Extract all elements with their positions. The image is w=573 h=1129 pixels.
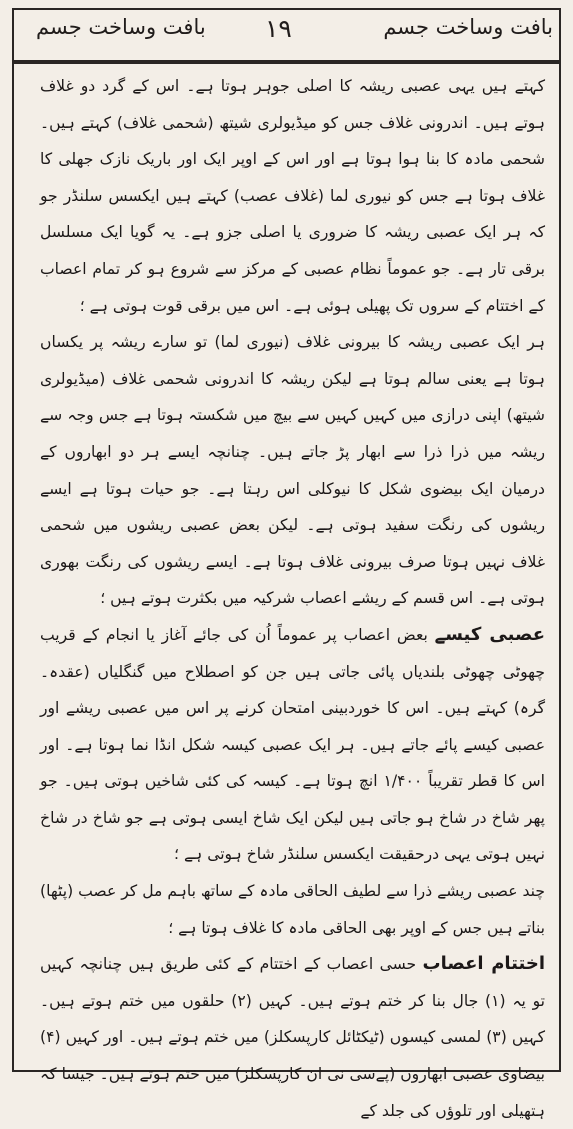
paragraph: [40, 68, 545, 324]
header-divider: [12, 62, 561, 64]
page-number: ۱۹: [265, 14, 292, 43]
paragraph-text: ہر ایک عصبی ریشہ کا بیرونی غلاف (نیوری لما) تو سارے ریشہ پر یکساں ہوتا ہے یعنی سالم ہوتا ہے لیکن ریشہ کا اندرونی شحمی غلاف (میڈیولری شیتھ) اپنی درازی میں کہیں کہیں سے بیچ میں شکستہ ہوتا ہے جس وجہ سے ریشہ میں ذرا ذرا سے ابھار پڑ جاتے ہیں۔ چنانچہ ایسے ہر دو ابھاروں کے درمیان ایک بیضوی شکل کا نیوکلی اس رہتا ہے۔ جو حیات ہوتا ہے ایسے ریشوں کی رنگت سفید ہوتی ہے۔ لیکن بعض عصبی ریشوں میں شحمی غلاف نہیں ہوتا صرف بیرونی غلاف ہوتا ہے۔ ایسے ریشوں کی رنگت بھوری ہوتی ہے۔ اس قسم کے ریشے اعصاب شرکیہ میں بکثرت ہوتے ہیں ؛: [40, 333, 545, 608]
running-head-right: بافت وساخت جسم: [383, 15, 553, 39]
paragraph: [40, 873, 545, 946]
paragraph: [40, 946, 545, 1129]
paragraph-text: چند عصبی ریشے ذرا سے لطیف الحاقی مادہ کے ساتھ باہم مل کر عصب (پٹھا) بناتے ہیں جس کے اوپر بھی الحاقی مادہ کا غلاف ہوتا ہے ؛: [40, 882, 545, 937]
running-head-left: بافت وساخت جسم: [36, 15, 206, 39]
paragraph-text: حسی اعصاب کے اختتام کے کئی طریق ہیں چنانچہ کہیں تو یہ (۱) جال بنا کر ختم ہوتے ہیں۔ کہیں (۲) حلقوں میں ختم ہوتے ہیں۔ کہیں (۳) لمسی کیسوں (ٹیکٹائل کارپسکلز) میں ختم ہوتے ہیں۔ اور کہیں (۴) بیضاوی عصبی ابھاروں (پےسی نی ان کارپسکلز) میں ختم ہوتے ہیں۔ جیسا کہ ہتھیلی اور تلوؤں کی جلد کے: [40, 955, 546, 1120]
section-term: اختتام اعصاب: [422, 953, 545, 975]
paragraph: [40, 324, 545, 617]
section-term: عصبی کیسے: [434, 623, 545, 645]
paragraph-text: بعض اعصاب پر عموماً اُن کی جائے آغاز یا انجام کے قریب چھوٹی چھوٹی بلندیاں پائی جاتی ہیں جن کو اصطلاح میں گنگلیاں (عقدہ۔ گرہ) کہتے ہیں۔ اس کا خوردبینی امتحان کرنے پر اس میں عصبی ریشے اور عصبی کیسے پائے جاتے ہیں۔ ہر ایک عصبی کیسہ شکل انڈا نما ہوتا ہے۔ اور اس کا قطر تقریباً ۱/۴۰۰ انچ ہوتا ہے۔ کیسہ کی کئی شاخیں ہوتی ہیں۔ جو پھر شاخ در شاخ ہو جاتی ہیں لیکن ایک شاخ ایسی ہوتی ہے جو شاخ در شاخ نہیں ہوتی یہی درحقیقت ایکسس سلنڈر شاخ ہوتی ہے ؛: [40, 625, 545, 864]
paragraph-text: کہتے ہیں یہی عصبی ریشہ کا اصلی جوہر ہوتا ہے۔ اس کے گرد دو غلاف ہوتے ہیں۔ اندرونی غلاف جس کو میڈیولری شیتھ (شحمی غلاف) کہتے ہیں۔ شحمی مادہ کا بنا ہوا ہوتا ہے اور اس کے اوپر ایک اور باریک نازک جھلی کا غلاف ہوتا ہے جس کو نیوری لما (غلاف عصب) کہتے ہیں ایکسس سلنڈر جو کہ ہر ایک عصبی ریشہ کا ضروری یا اصلی جزو ہے۔ یہ گویا ایک مسلسل برقی تار ہے۔ جو عموماً نظام عصبی کے مرکز سے شروع ہو کر تمام اعصاب کے اختتام کے سروں تک پھیلی ہوئی ہے۔ اس میں برقی قوت ہوتی ہے ؛: [40, 77, 545, 315]
paragraph: [40, 617, 545, 873]
page-body: [40, 68, 546, 1120]
